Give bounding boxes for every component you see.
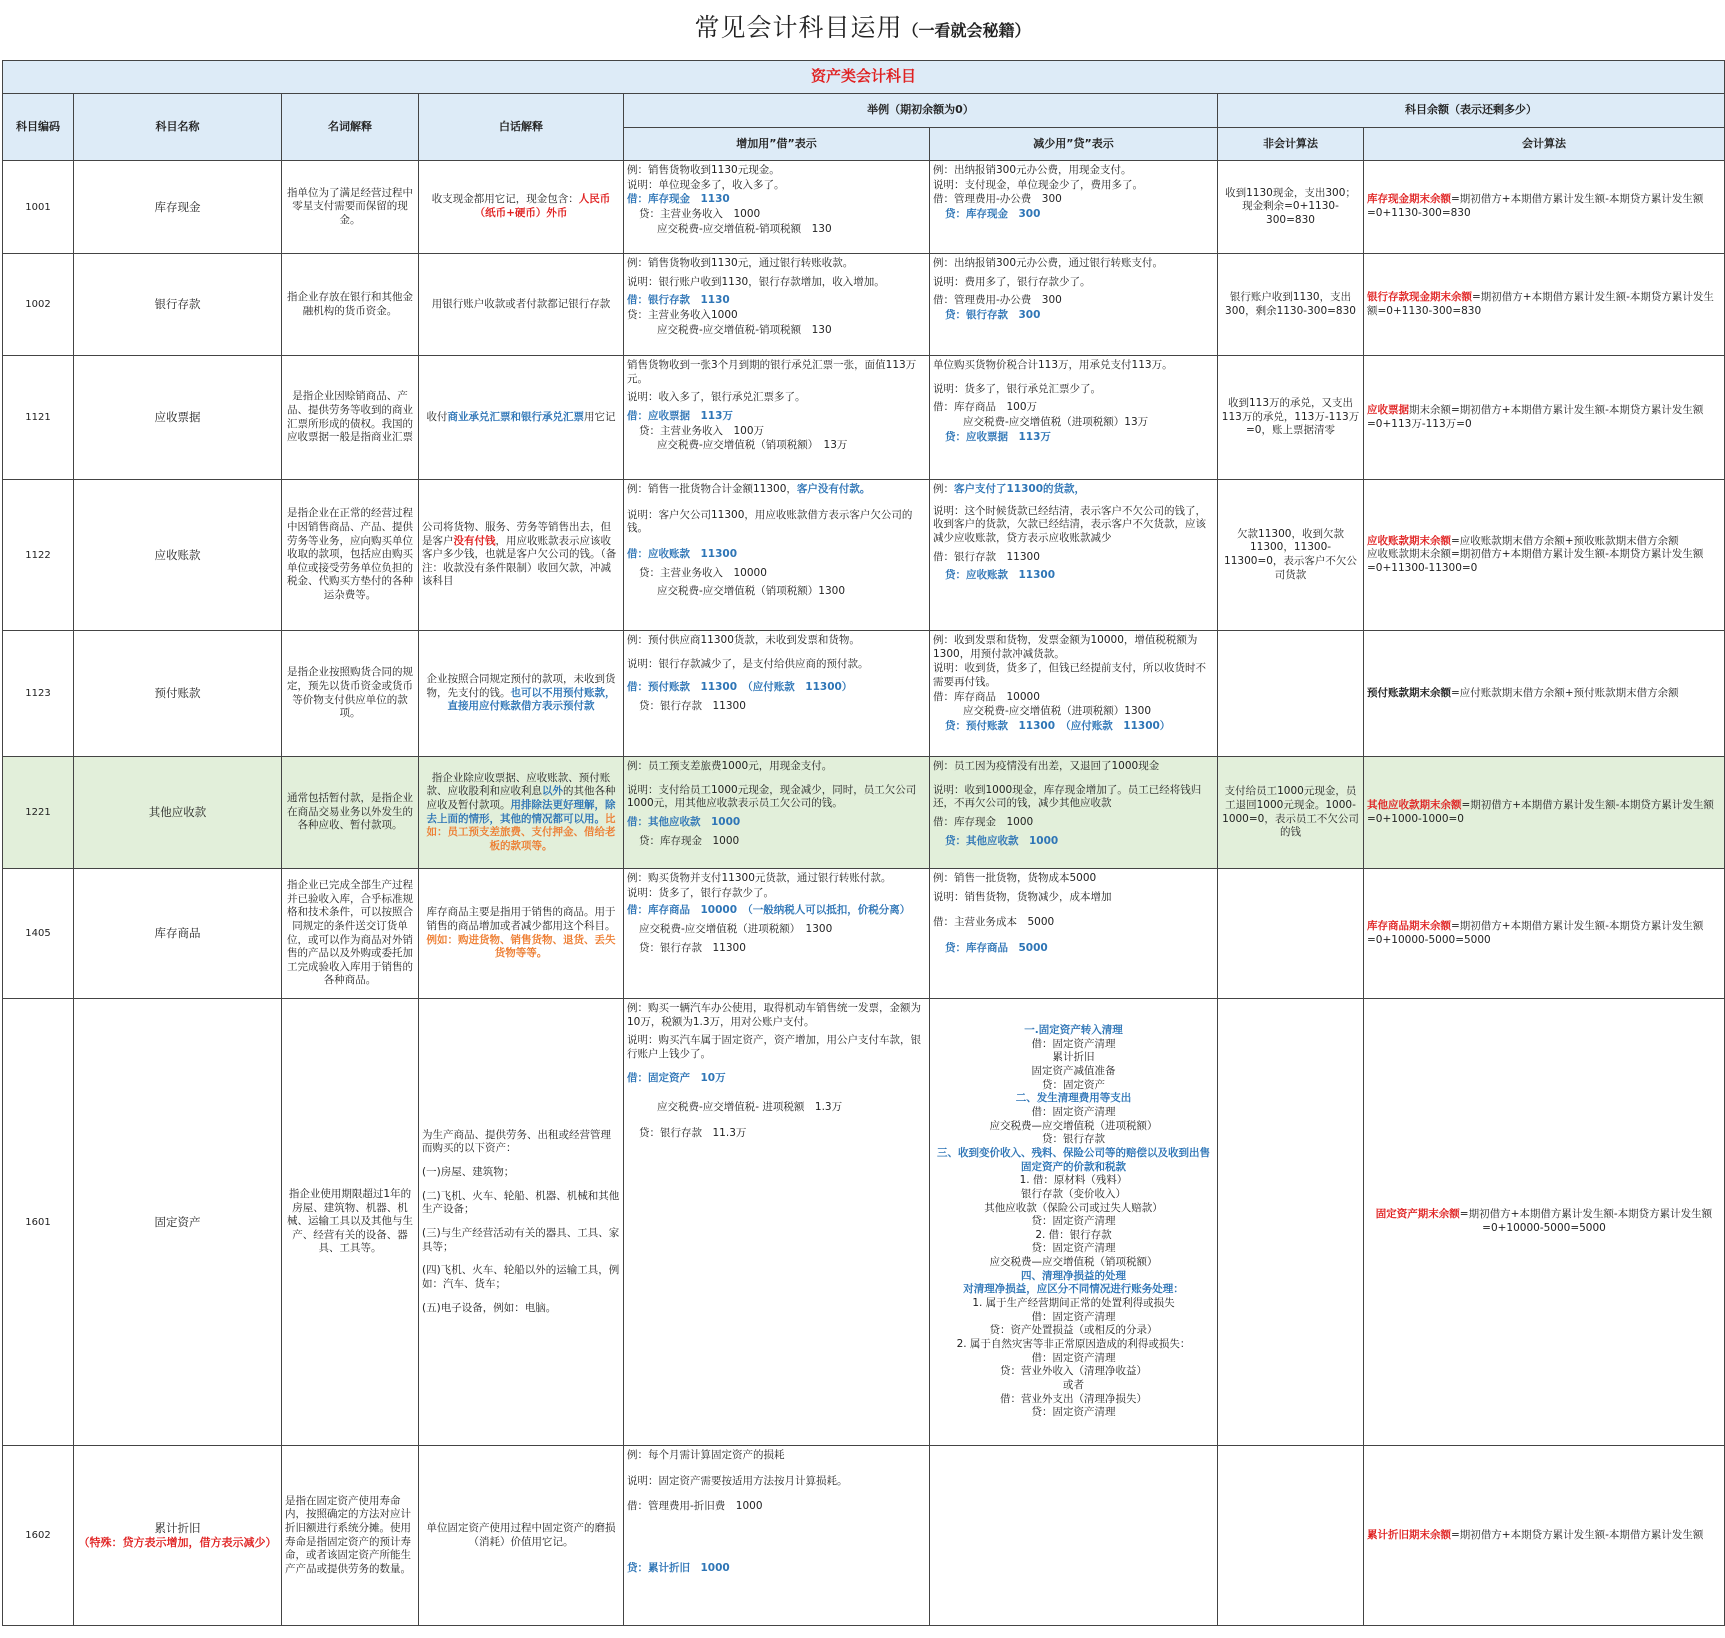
category-header: 资产类会计科目: [3, 61, 1725, 94]
balance-formula: =应收账款期末借方余额+预收账款期末借方余额: [1451, 534, 1679, 547]
account-code: 1001: [3, 161, 74, 254]
term-definition: 是指企业因赊销商品、产品、提供劳务等收到的商业汇票所形成的债权。我国的应收票据一般是指商业汇票: [282, 356, 419, 480]
account-name: 库存商品: [74, 869, 282, 999]
debit-line: 借：银行存款 11300: [933, 550, 1040, 563]
account-name: 库存现金: [74, 161, 282, 254]
ex-line: 例：员工因为疫情没有出差，又退回了1000现金: [933, 760, 1160, 772]
ex-line: 说明：销售货物，货物减少，成本增加: [933, 890, 1112, 903]
plain-explanation: [419, 356, 624, 480]
account-name: [74, 1446, 282, 1626]
term-definition: 指企业存放在银行和其他金融机构的货币资金。: [282, 254, 419, 356]
account-code: 1121: [3, 356, 74, 480]
debit-line: 借：预付账款 11300 （应付账款 11300）: [627, 681, 853, 694]
page-title: [0, 12, 1725, 45]
balance-key: 累计折旧期末余额: [1367, 1528, 1451, 1541]
plain-line: (三)与生产经营活动有关的器具、工具、家具等；: [422, 1227, 620, 1253]
ex-line: 借：营业外支出（清理净损失）: [1000, 1392, 1147, 1405]
step-heading: 四、清理净损益的处理: [1021, 1269, 1126, 1282]
increase-example: [624, 480, 930, 631]
ex-highlight: 客户支付了11300的货款，: [954, 483, 1086, 495]
credit-line: 贷：库存商品 5000: [945, 941, 1048, 954]
balance-key: 预付账款期末余额: [1367, 686, 1451, 699]
accounting-calc: [1364, 356, 1725, 480]
account-name-note: （特殊：贷方表示增加，借方表示减少）: [78, 1535, 277, 1549]
increase-example: [624, 631, 930, 757]
non-accounting-calc: 银行账户收到1130，支出300，剩余1130-300=830: [1218, 254, 1364, 356]
ex-line: 说明：收入多了，银行承兑汇票多了。: [627, 391, 806, 404]
balance-key: 其他应收款期末余额: [1367, 798, 1462, 811]
step-heading: 一.固定资产转入清理: [1024, 1024, 1123, 1037]
plain-explanation: [419, 869, 624, 999]
accounting-calc: [1364, 999, 1725, 1446]
non-accounting-calc: [1218, 1446, 1364, 1626]
plain-line: (五)电子设备，例如：电脑。: [422, 1301, 557, 1314]
balance-formula: =期初借方+本期借方累计发生额-本期贷方累计发生额=0+10000-5000=5000: [1367, 919, 1704, 946]
ex-line: 贷：固定资产: [1042, 1078, 1105, 1091]
plain-line: (二)飞机、火车、轮船、机器、机械和其他生产设备；: [422, 1189, 620, 1216]
ex-line: 说明：银行账户收到1130，银行存款增加，收入增加。: [627, 275, 885, 288]
ex-line: 贷：银行存款: [1042, 1133, 1105, 1146]
ex-line: [627, 483, 926, 497]
credit-line: 贷：银行存款 11.3万: [639, 1126, 747, 1139]
account-name: 预付账款: [74, 631, 282, 757]
ex-line: 应交税费—应交增值税（进项税额）: [989, 1119, 1158, 1132]
plain-explanation: 单位固定资产使用过程中固定资产的磨损（消耗）价值用它记。: [419, 1446, 624, 1626]
non-accounting-calc: 收到113万的承兑，又支出113万的承兑，113万-113万=0，账上票据清零: [1218, 356, 1364, 480]
header-name: 科目名称: [74, 94, 282, 161]
ex-text: 例：销售一批货物合计金额11300，: [627, 483, 797, 495]
table-row: [3, 161, 1725, 254]
credit-line: 贷：银行存款 11300: [639, 941, 746, 954]
step-heading: 二、发生清理费用等支出: [1015, 1092, 1132, 1105]
header-acc: 会计算法: [1364, 128, 1725, 161]
balance-formula: =期初借方+本期贷方累计发生额-本期借方累计发生额: [1451, 1528, 1704, 1541]
ex-line: 贷：固定资产清理: [1031, 1406, 1116, 1419]
credit-line: 贷：主营业务收入 1000: [639, 207, 761, 220]
plain-highlight: 商业承兑汇票和银行承兑汇票: [447, 410, 584, 423]
plain-text: 指企业除应收票据、应收账款、预付账款、应收股利和应收利息: [426, 771, 611, 798]
step-heading: 对清理净损益，应区分不同情况进行账务处理：: [963, 1283, 1184, 1296]
plain-text: 企业按照合同规定预付的款项，未收到货物，先支付的钱。: [426, 673, 616, 699]
credit-line: 贷：应收账款 11300: [945, 569, 1056, 582]
plain-highlight: 没有付钱: [453, 534, 496, 547]
ex-line: 说明：收到货，货多了，但钱已经提前支付，所以收货时不需要再付钱。: [933, 662, 1206, 688]
ex-line: 应交税费—应交增值税（销项税额）: [989, 1256, 1158, 1269]
increase-example: [624, 757, 930, 869]
ex-line: 例：收到发票和货物，发票金额为10000，增值税税额为1300，用预付款冲减货款。: [933, 634, 1198, 660]
account-name: 应收账款: [74, 480, 282, 631]
ex-line: 例：购买货物并支付11300元货款，通过银行转账付款。: [627, 872, 892, 884]
ex-line: 例：购买一辆汽车办公使用，取得机动车销售统一发票，金额为10万，税额为1.3万，用对公账户支付。: [627, 1002, 921, 1028]
increase-example: [624, 356, 930, 480]
plain-explanation: [419, 757, 624, 869]
plain-highlight: 例如：购进货物、销售货物、退货、丢失货物等等。: [426, 933, 616, 960]
plain-explanation: [419, 631, 624, 757]
debit-line: 借：管理费用-办公费 300: [933, 193, 1062, 206]
balance-formula: =期初借方+本期借方累计发生额-本期贷方累计发生额=0+1130-300=830: [1367, 193, 1704, 219]
ex-line: 应交税费-应交增值税（进项税额）13万: [963, 415, 1149, 428]
non-accounting-calc: [1218, 869, 1364, 999]
ex-line: 累计折旧: [1052, 1051, 1095, 1064]
ex-line: 说明：支付给员工1000元现金，现金减少，同时，员工欠公司1000元，用其他应收款表示员工欠公司的钱。: [627, 783, 917, 810]
ex-line: 应交税费-应交增值税（进项税额） 1300: [639, 922, 833, 935]
plain-explanation: [419, 161, 624, 254]
term-definition: 通常包括暂付款，是指企业在商品交易业务以外发生的各种应收、暂付款项。: [282, 757, 419, 869]
ex-line: 1. 属于生产经营期间正常的处置利得或损失: [972, 1297, 1175, 1310]
decrease-example: [930, 254, 1218, 356]
balance-formula: =应付账款期末借方余额+预付账款期末借方余额: [1451, 686, 1679, 699]
header-term: 名词解释: [282, 94, 419, 161]
ex-line: 说明：费用多了，银行存款少了。: [933, 275, 1091, 288]
debit-line: 借：库存现金 1130: [627, 193, 730, 206]
credit-line: 贷：应收票据 113万: [945, 430, 1051, 443]
step-heading: 三、收到变价收入、残料、保险公司等的赔偿以及收到出售固定资产的价款和税款: [937, 1146, 1210, 1173]
table-row: [3, 356, 1725, 480]
plain-highlight: 以外: [542, 785, 563, 798]
ex-line: 例：每个月需计算固定资产的损耗: [627, 1449, 785, 1461]
balance-formula: =期初借方+本期借方累计发生额-本期贷方累计发生额=0+1000-1000=0: [1367, 798, 1714, 825]
accounting-calc: [1364, 869, 1725, 999]
plain-highlight: 用排除法更好理解，除去上面的情形，其他的情况都可以用。: [426, 798, 616, 825]
balance-formula: =期初借方+本期借方累计发生额-本期贷方累计发生额=0+10000-5000=5000: [1459, 1208, 1713, 1234]
table-row: [3, 1446, 1725, 1626]
non-accounting-calc: [1218, 631, 1364, 757]
credit-line: 贷：银行存款 300: [945, 308, 1041, 321]
ex-line: 单位购买货物价税合计113万，用承兑支付113万。: [933, 359, 1173, 371]
plain-text: 库存商品主要是指用于销售的商品。用于销售的商品增加或者减少都用这个科目。: [426, 906, 616, 932]
ex-line: 应交税费-应交增值税（进项税额）1300: [963, 705, 1152, 718]
ex-line: 说明：支付现金，单位现金少了，费用多了。: [933, 178, 1143, 191]
non-accounting-calc: 支付给员工1000元现金，员工退回1000元现金。1000-1000=0，表示员工不欠公司的钱: [1218, 757, 1364, 869]
ex-line: 贷：固定资产清理: [1031, 1242, 1116, 1255]
balance-key: 固定资产期末余额: [1375, 1208, 1460, 1221]
account-code: 1123: [3, 631, 74, 757]
ex-line: 例：出纳报销300元办公费，用现金支付。: [933, 164, 1132, 176]
account-code: 1602: [3, 1446, 74, 1626]
header-code: 科目编码: [3, 94, 74, 161]
ex-line: 说明：货多了，银行存款少了。: [627, 886, 774, 899]
ex-line: 说明：货多了，银行承兑汇票少了。: [933, 382, 1101, 395]
term-definition: 指企业已完成全部生产过程并已验收入库，合乎标准规格和技术条件，可以按照合同规定的条件送交订货单位，或可以作为商品对外销售的产品以及外购或委托加工完成验收入库用于销售的各种商品。: [282, 869, 419, 999]
credit-line: 贷：预付账款 11300 （应付账款 11300）: [945, 719, 1171, 732]
balance-key: 库存商品期末余额: [1367, 919, 1451, 932]
decrease-example: [930, 757, 1218, 869]
account-code: 1601: [3, 999, 74, 1446]
balance-formula: 期末余额=期初借方+本期借方累计发生额-本期贷方累计发生额=0+113万-113万=0: [1367, 403, 1704, 430]
table-row: [3, 999, 1725, 1446]
accounting-calc: [1364, 254, 1725, 356]
balance-key: 库存现金期末余额: [1367, 193, 1451, 206]
table-row: [3, 757, 1725, 869]
ex-line: 其他应收款（保险公司或过失人赔款）: [984, 1201, 1163, 1214]
debit-line: 借：应收账款 11300: [627, 547, 738, 560]
debit-line: 借：管理费用-办公费 300: [933, 294, 1062, 307]
plain-text: ，用应收账款表示应该收客户多少钱，也就是客户欠公司的钱。（备注：收款没有条件限制）收回欠款，冲减该科目: [422, 534, 617, 588]
header-balance: 科目余额（表示还剩多少）: [1218, 94, 1725, 128]
decrease-example: [930, 631, 1218, 757]
ex-line: 说明：单位现金多了，收入多了。: [627, 178, 785, 191]
table-row: [3, 631, 1725, 757]
accounting-calc: [1364, 1446, 1725, 1626]
ex-line: 说明：固定资产需要按适用方法按月计算损耗。: [627, 1474, 848, 1487]
decrease-example: [930, 161, 1218, 254]
balance-formula: =期初借方+本期借方累计发生额-本期贷方累计发生额=0+1130-300=830: [1367, 290, 1714, 317]
plain-explanation: [419, 999, 624, 1446]
ex-line: 借：固定资产清理: [1031, 1310, 1116, 1323]
ex-line: 说明：客户欠公司11300，用应收账款借方表示客户欠公司的钱。: [627, 508, 913, 535]
ex-line: 借：固定资产清理: [1031, 1037, 1116, 1050]
ex-line: 2. 借：银行存款: [1035, 1228, 1112, 1241]
ex-line: 例：销售货物收到1130元，通过银行转账收款。: [627, 257, 854, 269]
account-code: 1122: [3, 480, 74, 631]
debit-text: 借：库存商品 10000: [627, 904, 738, 917]
debit-line: [627, 904, 926, 918]
ex-line: 借：固定资产清理: [1031, 1351, 1116, 1364]
non-accounting-calc: [1218, 999, 1364, 1446]
ex-line: 说明：这个时候货款已经结清，表示客户不欠公司的钱了，收到客户的货款，欠款已经结清，表示客户不欠货款，应该减少应收账款，贷方表示应收账款减少: [933, 504, 1206, 544]
ex-line: 或者: [1063, 1378, 1084, 1391]
increase-example: [624, 254, 930, 356]
debit-line: 借：应收票据 113万: [627, 409, 733, 422]
plain-line: 为生产商品、提供劳务、出租或经营管理而购买的以下资产：: [422, 1128, 611, 1155]
accounting-calc: [1364, 161, 1725, 254]
ex-line: 说明：购买汽车属于固定资产，资产增加，用公户支付车款，银行账户上钱少了。: [627, 1034, 921, 1060]
account-name: 其他应收款: [74, 757, 282, 869]
ex-highlight: 客户没有付款。: [796, 483, 871, 495]
account-code: 1002: [3, 254, 74, 356]
title-sub: （一看就会秘籍）: [902, 21, 1031, 40]
ex-line: 贷：资产处置损益（或相反的分录）: [989, 1324, 1158, 1337]
account-code: 1405: [3, 869, 74, 999]
decrease-example: [930, 480, 1218, 631]
plain-text: 的其他各种应收及暂付款项。: [426, 785, 616, 811]
debit-line: 借：其他应收款 1000: [627, 815, 741, 828]
ex-line: 借：固定资产清理: [1031, 1106, 1116, 1119]
balance-key: 应收账款期末余额: [1367, 534, 1451, 547]
debit-line: 借：库存商品 100万: [933, 401, 1038, 414]
plain-explanation: [419, 480, 624, 631]
credit-line: 贷：主营业务收入1000: [627, 308, 738, 321]
plain-highlight: 人民币（纸币+硬币）外币: [474, 193, 611, 219]
increase-example: [624, 869, 930, 999]
plain-line: (一)房屋、建筑物；: [422, 1166, 515, 1179]
term-definition: 指企业使用期限超过1年的房屋、建筑物、机器、机械、运输工具以及其他与生产、经营有关的设备、器具、工具等。: [282, 999, 419, 1446]
ex-line: 应交税费-应交增值税（销项税额） 13万: [657, 439, 848, 452]
plain-text: 收付: [426, 410, 448, 423]
decrease-example: [930, 356, 1218, 480]
ex-line: 例：销售货物收到1130元现金。: [627, 164, 780, 176]
ex-line: 应交税费-应交增值税- 进项税额 1.3万: [657, 1101, 843, 1114]
table-row: [3, 480, 1725, 631]
debit-line: 借：固定资产 10万: [627, 1071, 726, 1084]
ex-line: 例：员工预支差旅费1000元，用现金支付。: [627, 760, 833, 772]
ex-line: 应交税费-应交增值税（销项税额）1300: [657, 585, 846, 598]
plain-highlight: 比如：员工预支差旅费、支付押金、借给老板的款项等。: [426, 812, 616, 852]
non-accounting-calc: 收到1130现金，支出300；现金剩余=0+1130-300=830: [1218, 161, 1364, 254]
balance-formula: 应收账款期末余额=期初借方+本期借方累计发生额-本期贷方累计发生额=0+11300-11300=0: [1367, 548, 1704, 574]
header-example: 举例（期初余额为0）: [624, 94, 1218, 128]
debit-line: 借：主营业务成本 5000: [933, 916, 1055, 929]
ex-line: 贷：营业外收入（清理净收益）: [1000, 1365, 1147, 1378]
header-nonacc: 非会计算法: [1218, 128, 1364, 161]
credit-line: 贷：其他应收款 1000: [945, 834, 1059, 847]
ex-line: [933, 483, 1214, 497]
credit-line: 贷：库存现金 300: [945, 207, 1041, 220]
debit-note: （一般纳税人可以抵扣，价税分离）: [747, 904, 911, 917]
debit-line: 借：库存现金 1000: [933, 815, 1034, 828]
debit-line: 借：库存商品 10000: [933, 690, 1040, 703]
credit-line: 贷：累计折旧 1000: [627, 1561, 730, 1574]
ex-line: 应交税费-应交增值税-销项税额 130: [657, 222, 832, 235]
increase-example: [624, 161, 930, 254]
ex-line: 1. 借：原材料（残料）: [1019, 1174, 1128, 1187]
account-name-text: 累计折旧: [154, 1520, 201, 1535]
header-plain: 白话解释: [419, 94, 624, 161]
accounts-table: [2, 60, 1725, 1626]
term-definition: 是指在固定资产使用寿命内，按照确定的方法对应计折旧额进行系统分摊。使用寿命是指固定资产的预计寿命，或者该固定资产所能生产产品或提供劳务的数量。: [282, 1446, 419, 1626]
ex-line: 例：出纳报销300元办公费，通过银行转账支付。: [933, 257, 1164, 269]
ex-line: 说明：银行存款减少了，是支付给供应商的预付款。: [627, 657, 869, 670]
account-name: 银行存款: [74, 254, 282, 356]
credit-line: 贷：主营业务收入 100万: [639, 424, 765, 437]
ex-line: 例：销售一批货物，货物成本5000: [933, 872, 1097, 884]
header-inc: 增加用”借”表示: [624, 128, 930, 161]
plain-highlight: 也可以不用预付账款，直接用应付账款借方表示预付款: [447, 686, 616, 713]
balance-key: 银行存款现金期末余额: [1367, 290, 1472, 303]
ex-line: 2. 属于自然灾害等非正常原因造成的利得或损失：: [956, 1337, 1191, 1350]
account-code: 1221: [3, 757, 74, 869]
ex-line: 应交税费-应交增值税-销项税额 130: [657, 323, 832, 336]
accounting-calc: [1364, 631, 1725, 757]
term-definition: 是指企业在正常的经营过程中因销售商品、产品、提供劳务等业务，应向购买单位收取的款项，包括应由购买单位或接受劳务单位负担的税金、代购买方垫付的各种运杂费等。: [282, 480, 419, 631]
ex-line: 例：预付供应商11300货款，未收到发票和货物。: [627, 634, 860, 646]
ex-line: 银行存款（变价收入）: [1021, 1187, 1126, 1200]
credit-line: 贷：主营业务收入 10000: [639, 566, 767, 579]
plain-line: (四)飞机、火车、轮船以外的运输工具，例如：汽车、货车；: [422, 1264, 620, 1290]
table-row: [3, 869, 1725, 999]
ex-line: 说明：收到1000现金，库存现金增加了。员工已经将钱归还，不再欠公司的钱，减少其他应收款: [933, 783, 1202, 810]
increase-example: [624, 999, 930, 1446]
plain-text: 收支现金都用它记，现金包含：: [431, 193, 579, 206]
plain-explanation: 用银行账户收款或者付款都记银行存款: [419, 254, 624, 356]
table-row: [3, 254, 1725, 356]
increase-example: [624, 1446, 930, 1626]
ex-text: 例：: [933, 483, 954, 495]
term-definition: 是指企业按照购货合同的规定，预先以货币资金或货币等价物支付供应单位的款项。: [282, 631, 419, 757]
credit-line: 贷：库存现金 1000: [639, 834, 740, 847]
account-name: 固定资产: [74, 999, 282, 1446]
account-name: 应收票据: [74, 356, 282, 480]
balance-key: 应收票据: [1367, 403, 1409, 416]
ex-line: 固定资产减值准备: [1031, 1065, 1116, 1078]
accounting-calc: [1364, 757, 1725, 869]
title-main: 常见会计科目运用: [694, 13, 903, 42]
header-dec: 减少用”贷”表示: [930, 128, 1218, 161]
debit-line: 借：管理费用-折旧费 1000: [627, 1500, 763, 1513]
plain-text: 用它记: [584, 410, 616, 423]
credit-line: 贷：银行存款 11300: [639, 699, 746, 712]
term-definition: 指单位为了满足经营过程中零星支付需要而保留的现金。: [282, 161, 419, 254]
debit-line: 借：银行存款 1130: [627, 294, 730, 307]
non-accounting-calc: 欠款11300，收到欠款11300，11300-11300=0，表示客户不欠公司货款: [1218, 480, 1364, 631]
decrease-example: [930, 999, 1218, 1446]
ex-line: 贷：固定资产清理: [1031, 1215, 1116, 1228]
plain-text: 公司将货物、服务、劳务等销售出去，但是客户: [422, 520, 611, 547]
ex-line: 销售货物收到一张3个月到期的银行承兑汇票一张，面值113万元。: [627, 359, 917, 385]
decrease-example: [930, 1446, 1218, 1626]
accounting-calc: [1364, 480, 1725, 631]
decrease-example: [930, 869, 1218, 999]
